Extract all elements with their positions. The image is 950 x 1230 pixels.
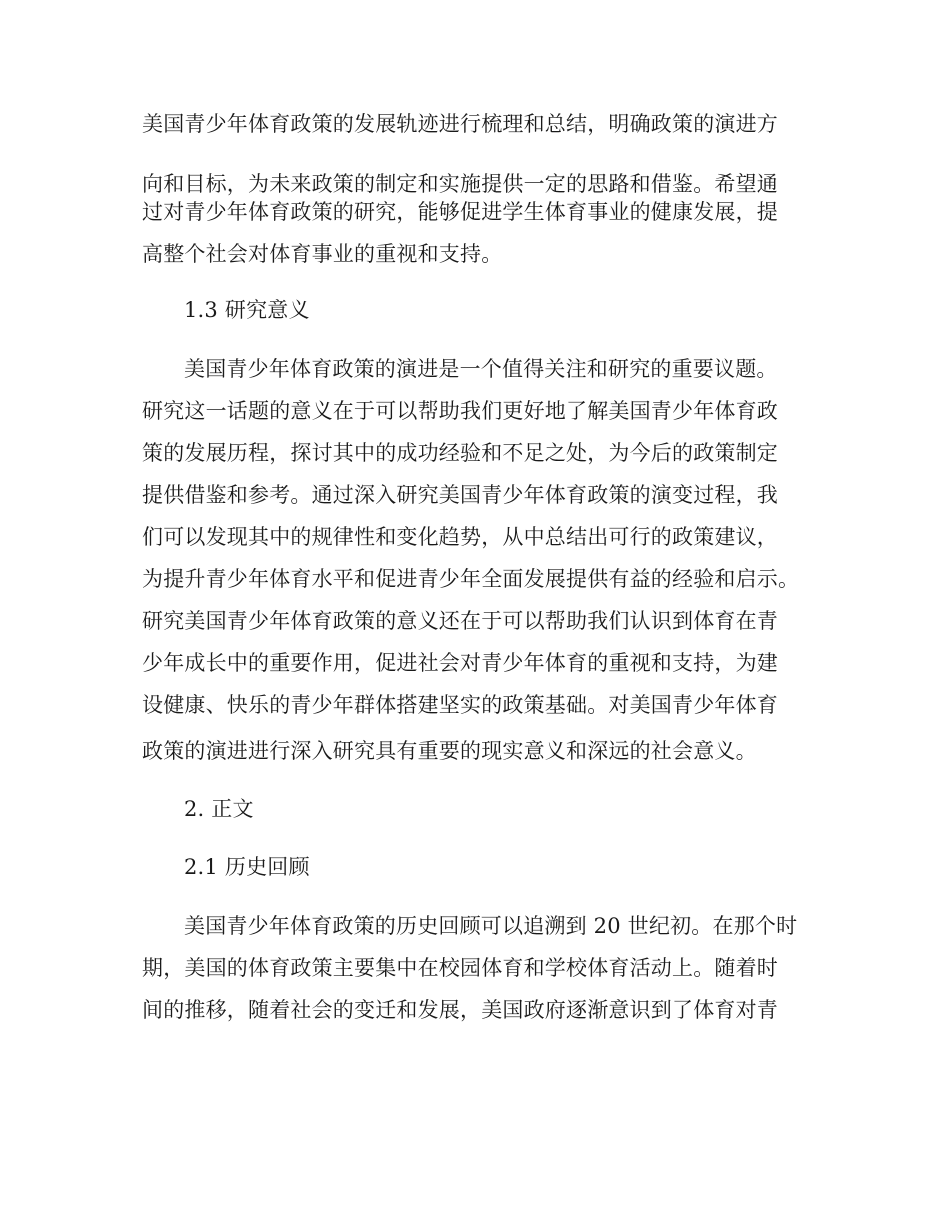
paragraph-line: 为提升青少年体育水平和促进青少年全面发展提供有益的经验和启示。 <box>142 567 800 591</box>
paragraph-line: 向和目标，为未来政策的制定和实施提供一定的思路和借鉴。希望通 <box>142 172 778 196</box>
paragraph-line: 策的发展历程，探讨其中的成功经验和不足之处，为今后的政策制定 <box>142 441 778 465</box>
paragraph-line: 们可以发现其中的规律性和变化趋势，从中总结出可行的政策建议， <box>142 525 778 549</box>
paragraph-line: 美国青少年体育政策的演进是一个值得关注和研究的重要议题。 <box>184 357 778 381</box>
section-heading-2: 2. 正文 <box>184 797 254 821</box>
paragraph-line: 高整个社会对体育事业的重视和支持。 <box>142 242 503 266</box>
section-heading-2-1: 2.1 历史回顾 <box>184 855 310 879</box>
paragraph-line: 期，美国的体育政策主要集中在校园体育和学校体育活动上。随着时 <box>142 956 778 980</box>
paragraph-line: 提供借鉴和参考。通过深入研究美国青少年体育政策的演变过程，我 <box>142 483 778 507</box>
paragraph-line: 少年成长中的重要作用，促进社会对青少年体育的重视和支持，为建 <box>142 651 778 675</box>
paragraph-line: 美国青少年体育政策的发展轨迹进行梳理和总结，明确政策的演进方 <box>142 112 778 136</box>
paragraph-line: 间的推移，随着社会的变迁和发展，美国政府逐渐意识到了体育对青 <box>142 998 778 1022</box>
paragraph-line: 设健康、快乐的青少年群体搭建坚实的政策基础。对美国青少年体育 <box>142 693 778 717</box>
paragraph-line: 研究美国青少年体育政策的意义还在于可以帮助我们认识到体育在青 <box>142 609 778 633</box>
paragraph-line: 政策的演进进行深入研究具有重要的现实意义和深远的社会意义。 <box>142 739 757 763</box>
paragraph-line: 研究这一话题的意义在于可以帮助我们更好地了解美国青少年体育政 <box>142 399 778 423</box>
paragraph-line: 过对青少年体育政策的研究，能够促进学生体育事业的健康发展，提 <box>142 200 778 224</box>
paragraph-line: 美国青少年体育政策的历史回顾可以追溯到 20 世纪初。在那个时 <box>184 914 798 938</box>
section-heading-1-3: 1.3 研究意义 <box>184 298 310 322</box>
